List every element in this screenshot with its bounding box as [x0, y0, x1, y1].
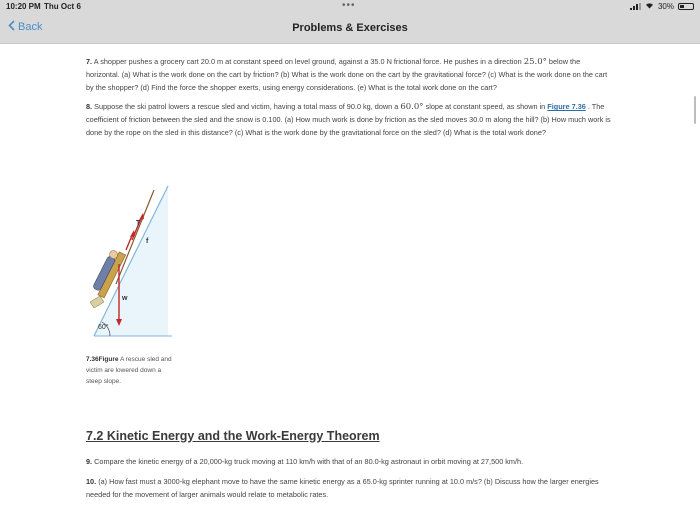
page-title: Problems & Exercises — [292, 22, 408, 34]
problem-7 — [86, 56, 612, 94]
problem-text: Suppose the ski patrol lowers a rescue sled and victim, having a total mass of 90.0 kg, down a — [94, 102, 399, 112]
figure-7-36 — [86, 184, 176, 344]
problems-list-2 — [86, 456, 612, 508]
problem-text: slope at constant speed, as shown in — [425, 102, 546, 112]
problem-number: 9. — [86, 457, 93, 466]
tension-arrowhead — [139, 213, 144, 220]
angle-value: 60.0° — [400, 102, 424, 113]
back-label: Back — [18, 21, 43, 33]
angle-value: 25.0° — [523, 57, 547, 67]
tension-label: T — [136, 220, 141, 227]
problem-number: 8. — [86, 102, 93, 112]
problem-10 — [86, 476, 612, 502]
weight-label: w — [122, 295, 128, 302]
scroll-indicator[interactable] — [694, 96, 696, 124]
caption-label: 7.36Figure — [86, 356, 119, 363]
friction-label: f — [146, 238, 149, 245]
problem-number: 7. — [86, 57, 93, 66]
problem-text: below the horizontal. (a) What is the work done on the cart by friction? (b) What is the work done on the cart by the gravitational force? (c) What is the work done on the cart by the shopper? (d) Find the force the shopper exerts, using energy considerations. (e) What is the total work done on the cart? — [86, 57, 608, 92]
wifi-icon — [645, 2, 654, 11]
rescuer — [90, 296, 104, 308]
navigation-bar — [0, 14, 700, 44]
problem-text: (a) How fast must a 3000-kg elephant move to have the same kinetic energy as a 65.0-kg sprinter running at 10.0 m/s? (b) Discuss how the larger energies needed for the movement of larger animals would relate to metabolic rates. — [86, 476, 599, 499]
signal-icon — [630, 3, 641, 10]
problem-text: . The coefficient of friction between the sled and the snow is 0.100. (a) How much work is done by friction as the sled moves 30.0 m along the hill? (b) How much work is done by the rope on the sled in this distance? (c) What is the work done by the gravitational force on the sled? (d) What is the total work done? — [86, 102, 611, 137]
section-heading[interactable]: 7.2 Kinetic Energy and the Work-Energy Theorem — [86, 429, 380, 443]
figure-caption — [86, 355, 176, 387]
angle-label: 60° — [98, 324, 109, 331]
problem-number: 10. — [86, 476, 97, 486]
status-date: Thu Oct 6 — [44, 2, 81, 11]
status-time: 10:20 PM — [6, 2, 41, 11]
problems-list — [86, 56, 612, 147]
problem-8 — [86, 101, 612, 139]
problem-9 — [86, 456, 612, 469]
status-bar — [0, 0, 700, 14]
friction-arrowhead — [130, 230, 135, 237]
multitasking-dots-icon[interactable]: ••• — [342, 0, 356, 11]
battery-percent: 30% — [657, 2, 674, 11]
problem-text: Compare the kinetic energy of a 20,000-kg truck moving at 110 km/h with that of an 80.0-kg astronaut in orbit moving at 27,500 km/h. — [94, 457, 524, 466]
caption-text: A rescue sled and victim are lowered down a steep slope. — [86, 356, 172, 385]
battery-icon — [678, 3, 694, 10]
problem-text: A shopper pushes a grocery cart 20.0 m at constant speed on level ground, against a 35.0 N frictional force. He pushes in a direction — [93, 57, 522, 66]
sled-diagram — [86, 184, 176, 344]
status-indicators — [630, 2, 694, 11]
figure-link[interactable]: Figure 7.36 — [547, 102, 586, 112]
